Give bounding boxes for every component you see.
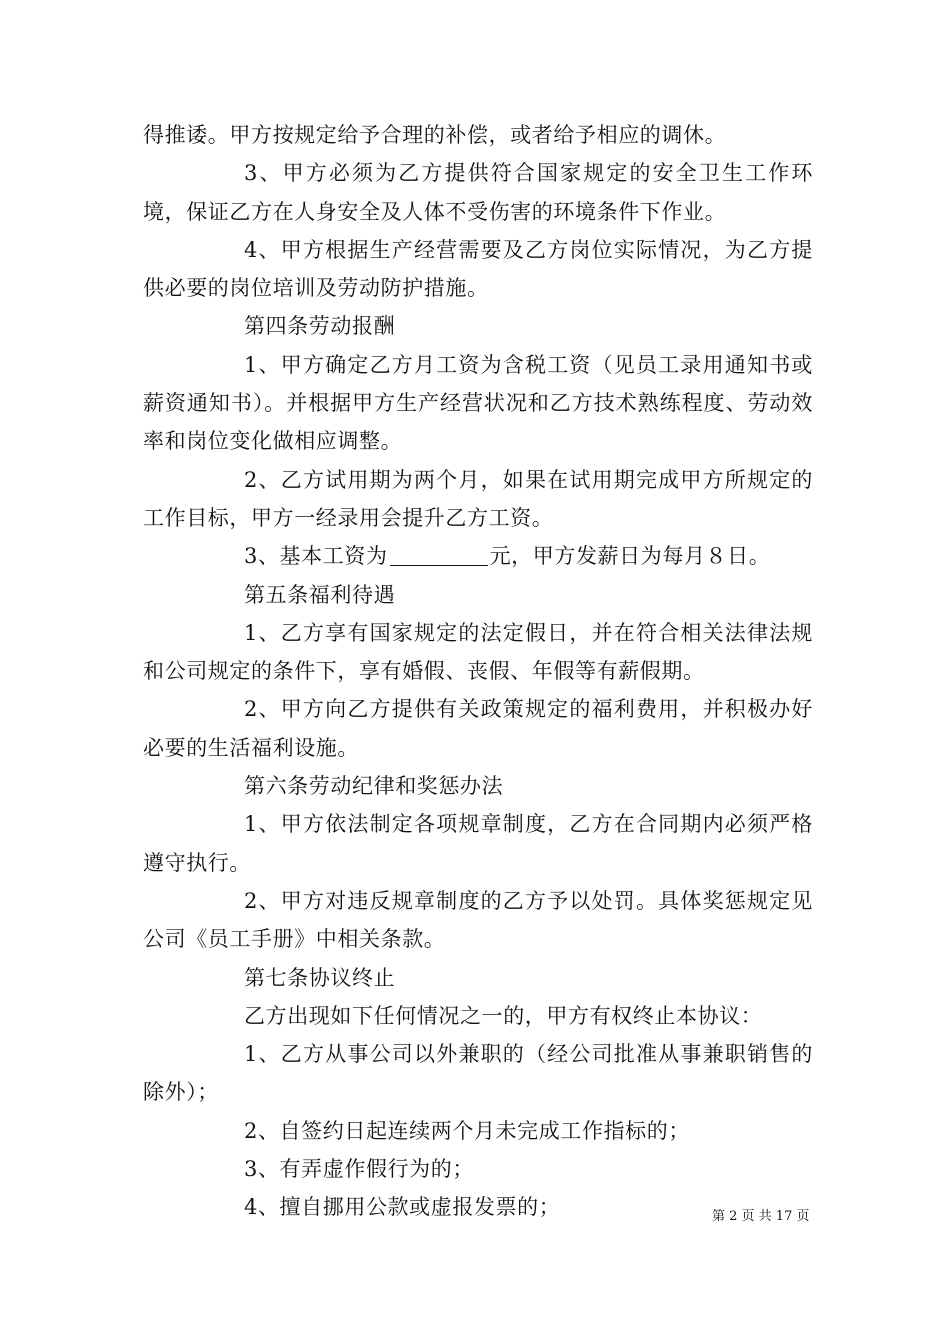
paragraph: 3、甲方必须为乙方提供符合国家规定的安全卫生工作环境，保证乙方在人身安全及人体不受伤害的环境条件下作业。 <box>143 161 813 224</box>
paragraph: 1、乙方从事公司以外兼职的（经公司批准从事兼职销售的除外）； <box>143 1042 813 1105</box>
paragraph: 2、乙方试用期为两个月，如果在试用期完成甲方所规定的工作目标，甲方一经录用会提升乙方工资。 <box>143 467 813 530</box>
section-heading: 第七条协议终止 <box>244 965 396 990</box>
section-heading: 第五条福利待遇 <box>244 582 396 607</box>
paragraph: 乙方出现如下任何情况之一的，甲方有权终止本协议： <box>244 1003 763 1028</box>
paragraph: 2、甲方向乙方提供有关政策规定的福利费用，并积极办好必要的生活福利设施。 <box>143 697 813 760</box>
paragraph: 4、甲方根据生产经营需要及乙方岗位实际情况，为乙方提供必要的岗位培训及劳动防护措施。 <box>143 237 813 301</box>
section-heading: 第四条劳动报酬 <box>244 314 396 339</box>
paragraph: 1、乙方享有国家规定的法定假日，并在符合相关法律法规和公司规定的条件下，享有婚假、丧假、年假等有薪假期。 <box>143 620 813 684</box>
paragraph: 2、甲方对违反规章制度的乙方予以处罚。具体奖惩规定见公司《员工手册》中相关条款。 <box>143 888 813 952</box>
paragraph: 1、甲方依法制定各项规章制度，乙方在合同期内必须严格遵守执行。 <box>143 812 813 875</box>
salary-paragraph <box>143 537 813 575</box>
paragraph: 2、自签约日起连续两个月未完成工作指标的； <box>244 1118 690 1143</box>
salary-blank-line <box>390 545 488 566</box>
paragraph: 3、有弄虚作假行为的； <box>244 1157 474 1182</box>
document-body <box>143 116 813 1227</box>
paragraph: 4、擅自挪用公款或虚报发票的； <box>244 1195 561 1220</box>
salary-prefix: 3、基本工资为 <box>244 544 388 569</box>
section-heading: 第六条劳动纪律和奖惩办法 <box>244 774 504 799</box>
page-number: 第 2 页 共 17 页 <box>712 1209 810 1224</box>
salary-suffix: 元，甲方发薪日为每月８日。 <box>489 544 771 569</box>
paragraph: 得推诿。甲方按规定给予合理的补偿，或者给予相应的调休。 <box>143 123 727 147</box>
paragraph: 1、甲方确定乙方月工资为含税工资（见员工录用通知书或薪资通知书）。并根据甲方生产经营状况和乙方技术熟练程度、劳动效率和岗位变化做相应调整。 <box>143 352 813 454</box>
